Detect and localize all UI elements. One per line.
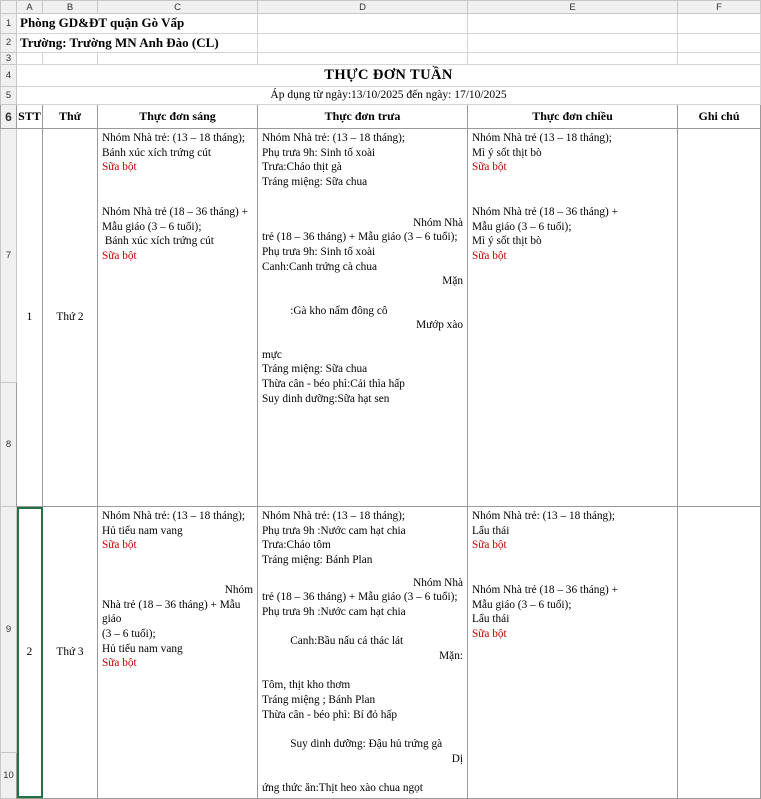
- text-line-man: :Gà kho nấm đông cô: [290, 304, 388, 317]
- text-line: Thừa cân - béo phì: Bí đỏ hấp: [262, 708, 398, 721]
- cell-note-2[interactable]: [678, 507, 761, 799]
- cell-note-1[interactable]: [678, 129, 761, 507]
- sheet-row-5: [1, 87, 761, 105]
- cell-B3[interactable]: [43, 53, 98, 65]
- text-line-milk: Sữa bột: [102, 539, 137, 552]
- text-line-milk: Sữa bột: [102, 250, 137, 263]
- text-line-man-label: Mặn: [442, 275, 463, 288]
- text-line-group-lead: Nhóm Nhà: [413, 216, 463, 229]
- cell-E2[interactable]: [468, 33, 678, 53]
- column-header-E[interactable]: E: [468, 1, 678, 14]
- row-header-5[interactable]: 5: [1, 87, 17, 105]
- column-header-C[interactable]: C: [98, 1, 258, 14]
- row-header-10[interactable]: 10: [1, 752, 17, 798]
- school-name-line: Trường: Trường MN Anh Đào (CL): [17, 33, 258, 53]
- cell-dinner-2[interactable]: [468, 507, 678, 799]
- row-header-4[interactable]: 4: [1, 65, 17, 87]
- text-line: Mẫu giáo (3 – 6 tuổi);: [102, 220, 202, 233]
- text-line: Thừa cân - béo phì:Cải thìa hấp: [262, 378, 405, 391]
- text-line: Trưa:Cháo thịt gà: [262, 161, 342, 174]
- menu-table-row: [1, 507, 761, 753]
- text-line: Mì ý sốt thịt bò: [472, 146, 542, 159]
- text-line: Nhà trẻ (18 – 36 tháng) + Mẫu giáo: [102, 598, 244, 626]
- text-line: Nhóm Nhà trẻ (18 – 36 tháng) +: [472, 584, 618, 597]
- text-line: Nhóm Nhà trẻ (18 – 36 tháng) +: [472, 206, 618, 219]
- text-line: Bánh xúc xích trứng cút: [102, 235, 214, 248]
- sheet-row-1: [1, 14, 761, 34]
- text-line: Mì ý sốt thịt bò: [472, 235, 542, 248]
- text-line: Nhóm Nhà trẻ: (13 – 18 tháng);: [102, 132, 246, 144]
- cell-A3[interactable]: [17, 53, 43, 65]
- text-line: Hủ tiếu nam vang: [102, 524, 183, 537]
- text-line: Tráng miệng: Bánh Plan: [262, 554, 373, 567]
- text-line-man2: mực: [262, 348, 282, 361]
- row-header-2[interactable]: 2: [1, 33, 17, 53]
- row-header-6[interactable]: 6: [1, 105, 17, 129]
- text-line: Mẫu giáo (3 – 6 tuổi);: [472, 220, 572, 233]
- cell-lunch-1[interactable]: [258, 129, 468, 507]
- text-line-allergy: ứng thức ăn:Thịt heo xào chua ngọt: [262, 782, 423, 795]
- column-header-F[interactable]: F: [678, 1, 761, 14]
- text-line: Tráng miệng: Sữa chua: [262, 363, 368, 376]
- cell-thu-1[interactable]: Thứ 2: [43, 129, 98, 507]
- text-line-man: Tôm, thịt kho thơm: [262, 679, 351, 692]
- corner-box[interactable]: [1, 1, 17, 14]
- row-header-3[interactable]: 3: [1, 53, 17, 65]
- text-line: Nhóm Nhà trẻ: (13 – 18 tháng);: [472, 510, 616, 522]
- th-dinner: Thực đơn chiều: [468, 105, 678, 129]
- text-line: Bánh xúc xích trứng cút: [102, 146, 212, 159]
- row-header-7[interactable]: 7: [1, 129, 17, 383]
- text-line-milk: Sữa bột: [472, 250, 507, 263]
- text-line: (3 – 6 tuổi);: [102, 628, 156, 641]
- text-line: Nhóm Nhà trẻ (18 – 36 tháng) +: [102, 206, 248, 219]
- cell-thu-2[interactable]: Thứ 3: [43, 507, 98, 799]
- text-line-group-lead: Nhóm: [224, 584, 253, 597]
- text-line: trẻ (18 – 36 tháng) + Mẫu giáo (3 – 6 tuổi);: [262, 591, 458, 604]
- text-line: Nhóm Nhà trẻ: (13 – 18 tháng);: [262, 510, 406, 522]
- text-line: Tráng miệng ; Bánh Plan: [262, 694, 376, 707]
- org-name-line: Phòng GD&ĐT quận Gò Vấp: [17, 14, 258, 34]
- text-line: Suy dinh dưỡng:Sữa hạt sen: [262, 392, 390, 405]
- text-line-sdd: Suy dinh dưỡng: Đậu hủ trứng gà: [290, 738, 443, 751]
- cell-F2[interactable]: [678, 33, 761, 53]
- text-line-milk: Sữa bột: [472, 628, 507, 641]
- cell-F3[interactable]: [678, 53, 761, 65]
- text-line: Nhóm Nhà trẻ (13 – 18 tháng);: [472, 132, 612, 144]
- text-line-man-label: Mặn:: [439, 650, 463, 663]
- text-line: Canh:Bầu nấu cá thác lát: [290, 635, 404, 648]
- menu-table-header-row: [1, 105, 761, 129]
- text-line: Nhóm Nhà trẻ: (13 – 18 tháng);: [102, 510, 246, 522]
- column-header-D[interactable]: D: [258, 1, 468, 14]
- th-note: Ghi chú: [678, 105, 761, 129]
- cell-D2[interactable]: [258, 33, 468, 53]
- row-header-8[interactable]: 8: [1, 383, 17, 507]
- cell-breakfast-1[interactable]: [98, 129, 258, 507]
- cell-F1[interactable]: [678, 14, 761, 34]
- column-header-A[interactable]: A: [17, 1, 43, 14]
- column-header-B[interactable]: B: [43, 1, 98, 14]
- cell-E3[interactable]: [468, 53, 678, 65]
- sheet-row-2: [1, 33, 761, 53]
- text-line: Hủ tiếu nam vang: [102, 642, 183, 655]
- th-thu: Thứ: [43, 105, 98, 129]
- document-title: THỰC ĐƠN TUẦN: [17, 65, 761, 87]
- row-header-1[interactable]: 1: [1, 14, 17, 34]
- cell-dinner-1[interactable]: [468, 129, 678, 507]
- text-line: Tráng miệng: Sữa chua: [262, 176, 368, 189]
- column-header-row: [1, 1, 761, 14]
- cell-lunch-2[interactable]: [258, 507, 468, 799]
- text-line: Trưa:Cháo tôm: [262, 539, 331, 552]
- text-line-milk: Sữa bột: [102, 657, 137, 670]
- text-line-man-right: Mướp xào: [416, 319, 463, 332]
- text-line-group-lead: Nhóm Nhà: [413, 576, 463, 589]
- menu-table-row: [1, 129, 761, 383]
- text-line: Phụ trưa 9h: Sinh tố xoài: [262, 146, 376, 159]
- cell-stt-2[interactable]: 2: [17, 507, 43, 799]
- cell-C3[interactable]: [98, 53, 258, 65]
- th-lunch: Thực đơn trưa: [258, 105, 468, 129]
- th-stt: STT: [17, 105, 43, 129]
- text-line-allergy-label: Dị: [451, 752, 463, 765]
- text-line: Phụ trưa 9h: Sinh tố xoài: [262, 246, 376, 259]
- sheet-row-4: [1, 65, 761, 87]
- text-line: Lẩu thái: [472, 613, 510, 626]
- cell-D3[interactable]: [258, 53, 468, 65]
- cell-E1[interactable]: [468, 14, 678, 34]
- text-line: Lẩu thái: [472, 524, 510, 537]
- document-date-range: Áp dụng từ ngày:13/10/2025 đến ngày: 17/10/2025: [17, 87, 761, 105]
- cell-stt-1[interactable]: 1: [17, 129, 43, 507]
- text-line: Phụ trưa 9h :Nước cam hạt chia: [262, 606, 406, 619]
- sheet-row-3: [1, 53, 761, 65]
- row-header-9[interactable]: 9: [1, 507, 17, 753]
- text-line-milk: Sữa bột: [102, 161, 137, 174]
- text-line-milk: Sữa bột: [472, 161, 507, 174]
- cell-breakfast-2[interactable]: [98, 507, 258, 799]
- text-line: Canh:Canh trứng cà chua: [262, 260, 377, 273]
- cell-D1[interactable]: [258, 14, 468, 34]
- text-line: trẻ (18 – 36 tháng) + Mẫu giáo (3 – 6 tuổi);: [262, 231, 458, 244]
- text-line-milk: Sữa bột: [472, 539, 507, 552]
- text-line: Mẫu giáo (3 – 6 tuổi);: [472, 598, 572, 611]
- th-breakfast: Thực đơn sáng: [98, 105, 258, 129]
- text-line: Nhóm Nhà trẻ: (13 – 18 tháng);: [262, 132, 406, 144]
- text-line: Phụ trưa 9h :Nước cam hạt chia: [262, 524, 406, 537]
